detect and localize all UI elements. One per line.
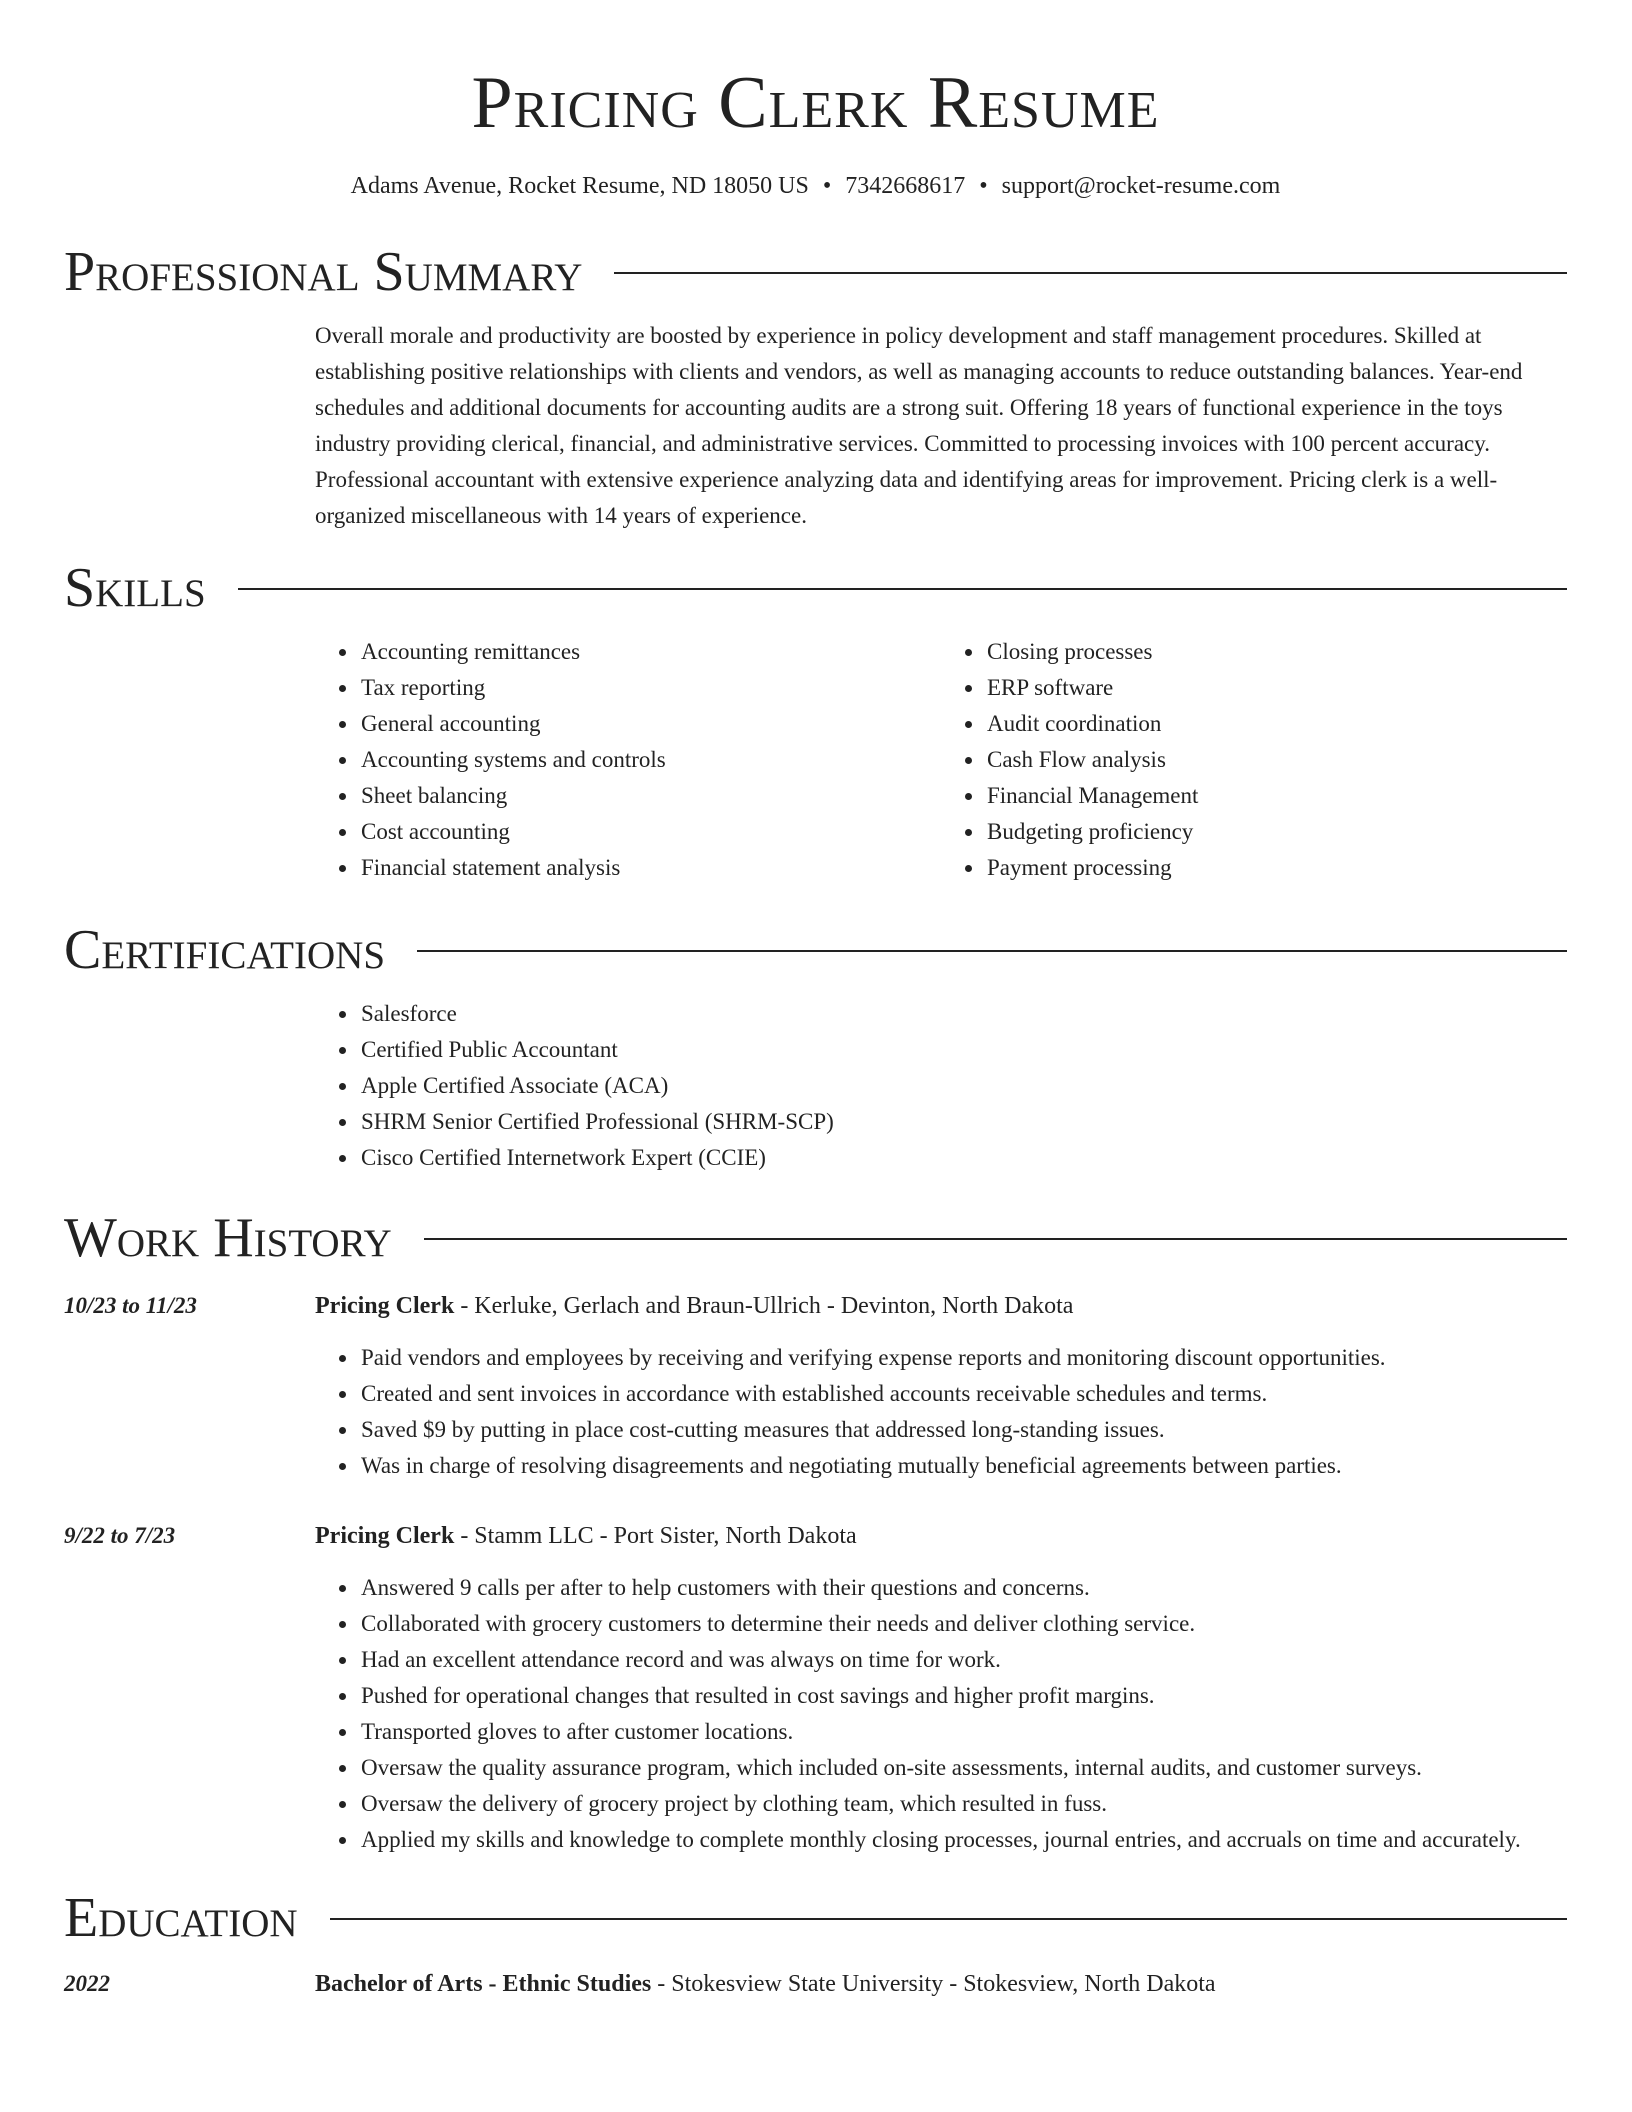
work-bullet: • Applied my skills and knowledge to complete monthly closing processes, journal entries, and accruals on time and accurately. xyxy=(359,1822,1567,1858)
work-bullet: • Paid vendors and employees by receiving and verifying expense reports and monitoring discount opportunities. xyxy=(359,1340,1567,1376)
summary-section-header xyxy=(64,236,1567,308)
work-bullet: • Oversaw the quality assurance program, which included on-site assessments, internal audits, and customer surveys. xyxy=(359,1750,1567,1786)
work-bullet: • Was in charge of resolving disagreements and negotiating mutually beneficial agreements between parties. xyxy=(359,1448,1567,1484)
work-entry xyxy=(64,1518,1567,1858)
education-entry xyxy=(64,1966,1567,2002)
skill-item: • Cost accounting xyxy=(359,814,941,850)
work-headline xyxy=(315,1288,1567,1324)
education-section-header xyxy=(64,1882,1567,1954)
work-dates: 9/22 to 7/23 xyxy=(64,1523,176,1548)
summary-heading: Professional Summary xyxy=(64,241,583,303)
skill-item: • Accounting systems and controls xyxy=(359,742,941,778)
contact-line xyxy=(64,168,1567,204)
certifications-section-header xyxy=(64,914,1567,986)
skill-item: • Budgeting proficiency xyxy=(985,814,1567,850)
summary-text: Overall morale and productivity are boosted by experience in policy development and staff management procedures. Skilled at establishing positive relationships with clients and vendors, as well as managing accounts to reduce outstanding balances. Year-end schedules and additional documents for accounting audits are a strong suit. Offering 18 years of functional experience in the toys industry providing clerical, financial, and administrative services. Committed to processing invoices with 100 percent accuracy. Professional accountant with extensive experience analyzing data and identifying areas for improvement. Pricing clerk is a well-organized miscellaneous with 14 years of experience. xyxy=(315,323,1523,528)
school-location: - Stokesview State University - Stokesview, North Dakota xyxy=(651,1971,1216,1997)
job-title: Pricing Clerk xyxy=(315,1293,455,1319)
certifications-list xyxy=(315,996,1567,1176)
job-employer-location: - Kerluke, Gerlach and Braun-Ullrich - Devinton, North Dakota xyxy=(454,1293,1074,1319)
education-headline xyxy=(315,1966,1567,2002)
work-bullet: • Collaborated with grocery customers to determine their needs and deliver clothing service. xyxy=(359,1606,1567,1642)
skill-item: • Financial Management xyxy=(985,778,1567,814)
education-year: 2022 xyxy=(64,1971,110,1996)
section-divider xyxy=(424,1238,1567,1240)
skill-item: • Cash Flow analysis xyxy=(985,742,1567,778)
skill-item: • Tax reporting xyxy=(359,670,941,706)
skill-item: • ERP software xyxy=(985,670,1567,706)
certifications-heading: Certifications xyxy=(64,919,386,981)
skill-item: • Sheet balancing xyxy=(359,778,941,814)
resume-title: Pricing Clerk Resume xyxy=(471,62,1160,144)
skills-column-left xyxy=(315,634,941,886)
degree: Bachelor of Arts - Ethnic Studies xyxy=(315,1971,652,1997)
section-divider xyxy=(614,272,1567,274)
certification-item: • Salesforce xyxy=(359,996,1567,1032)
contact-separator: • xyxy=(979,173,988,199)
work-history-section-header xyxy=(64,1202,1567,1274)
certification-item: • Apple Certified Associate (ACA) xyxy=(359,1068,1567,1104)
certification-item: • Cisco Certified Internetwork Expert (CCIE) xyxy=(359,1140,1567,1176)
section-divider xyxy=(330,1918,1567,1920)
education-heading: Education xyxy=(64,1887,298,1949)
skills-column-right xyxy=(941,634,1567,886)
certification-item: • SHRM Senior Certified Professional (SHRM-SCP) xyxy=(359,1104,1567,1140)
section-divider xyxy=(417,950,1567,952)
certification-item: • Certified Public Accountant xyxy=(359,1032,1567,1068)
skill-item: • General accounting xyxy=(359,706,941,742)
skills-list xyxy=(315,634,1567,886)
skills-heading: Skills xyxy=(64,557,206,619)
work-bullet: • Oversaw the delivery of grocery project by clothing team, which resulted in fuss. xyxy=(359,1786,1567,1822)
skill-item: • Closing processes xyxy=(985,634,1567,670)
work-bullet: • Created and sent invoices in accordance with established accounts receivable schedules and terms. xyxy=(359,1376,1567,1412)
skill-item: • Accounting remittances xyxy=(359,634,941,670)
work-bullet: • Transported gloves to after customer locations. xyxy=(359,1714,1567,1750)
contact-separator: • xyxy=(822,173,832,199)
work-bullet: • Pushed for operational changes that resulted in cost savings and higher profit margins. xyxy=(359,1678,1567,1714)
resume-page xyxy=(64,0,1567,2002)
skill-item: • Payment processing xyxy=(985,850,1567,886)
contact-phone[interactable]: 7342668617 xyxy=(845,173,966,199)
work-history-heading: Work History xyxy=(64,1207,392,1269)
work-bullets xyxy=(315,1340,1567,1484)
section-divider xyxy=(238,588,1567,590)
job-employer-location: - Stamm LLC - Port Sister, North Dakota xyxy=(454,1523,857,1549)
skill-item: • Audit coordination xyxy=(985,706,1567,742)
skill-item: • Financial statement analysis xyxy=(359,850,941,886)
work-dates: 10/23 to 11/23 xyxy=(64,1293,197,1318)
job-title: Pricing Clerk xyxy=(315,1523,455,1549)
skills-section-header xyxy=(64,552,1567,624)
work-headline xyxy=(315,1518,1567,1554)
work-bullets xyxy=(315,1570,1567,1858)
work-bullet: • Saved $9 by putting in place cost-cutting measures that addressed long-standing issues. xyxy=(359,1412,1567,1448)
work-bullet: • Answered 9 calls per after to help customers with their questions and concerns. xyxy=(359,1570,1567,1606)
contact-email[interactable]: support@rocket-resume.com xyxy=(1001,173,1281,199)
work-entry xyxy=(64,1288,1567,1484)
contact-address: Adams Avenue, Rocket Resume, ND 18050 US xyxy=(350,173,809,199)
work-bullet: • Had an excellent attendance record and was always on time for work. xyxy=(359,1642,1567,1678)
